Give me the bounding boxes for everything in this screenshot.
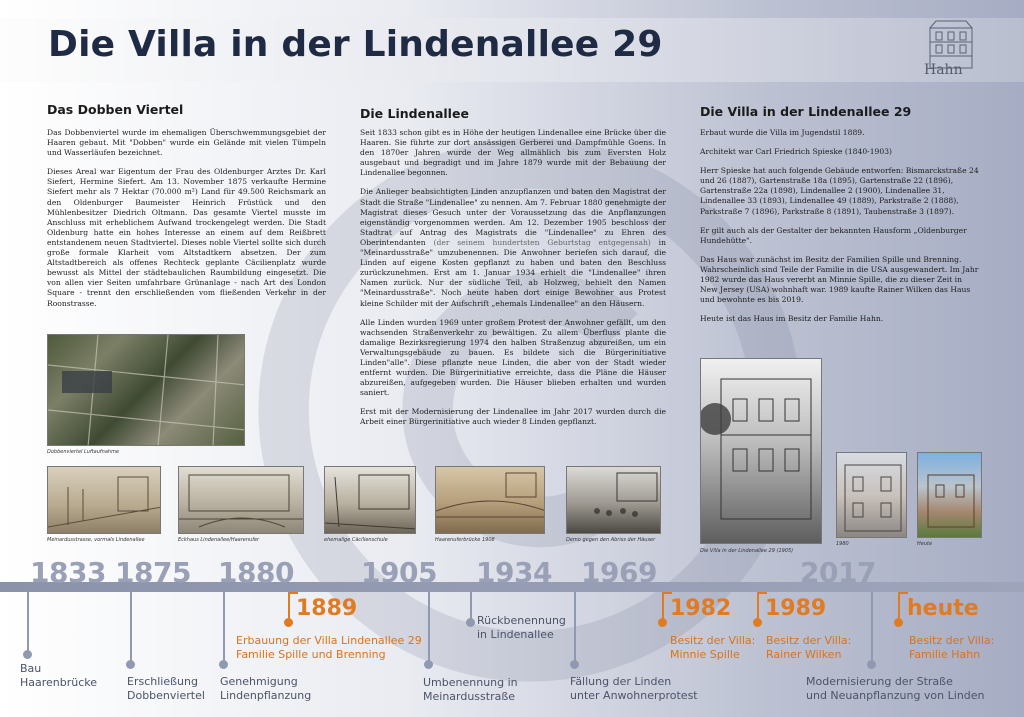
tick-1889 xyxy=(288,592,298,594)
col3-paragraph: Herr Spieske hat auch folgende Gebäude entworfen: Bismarckstraße 24 und 26 (1887), Gartenstraße 18a (1895), Gartenstraße 22 (1896), Gartenstraße 22a (1898), Lindenallee 2 (1900), Lindenallee 31, Lindenallee 33 (1893), Lindenallee 49 (1889), Parkstraße 2 (1888), Parkstraße 7 (1896), Parkstraße 8 (1891), Taubenstraße 3 (1897). xyxy=(700,166,979,216)
event-line: Rückbenennung xyxy=(477,614,566,627)
event-line: Modernisierung der Straße xyxy=(806,675,953,688)
dot-heute xyxy=(894,618,903,627)
event-line: unter Anwohnerprotest xyxy=(570,689,698,703)
col2-text-part: Die Anlieger beabsichtigten Linden anzupflanzen und baten den Magistrat der Stadt die Straße "Lindenallee" zu nennen. Am 7. Februar 1880 genehmigte der Magistrat dieses Gesuch unter der Voraussetzung das die Anpflanzungen eigenständig vorgenommen werden. Am 12. Dezember 1905 beschloss der Stadtrat auf Antrag des Magistrats die "Lindenallee" zu Ehren des Oberintendanten xyxy=(360,187,666,247)
year-1989: 1989 xyxy=(765,596,827,621)
caption-villa-1905: Die Villa in der Lindenallee 29 (1905) xyxy=(700,548,794,554)
col2-paragraph xyxy=(360,187,666,308)
event-line: Besitz der Villa: xyxy=(766,634,852,647)
photo-caecilienschule xyxy=(324,466,416,534)
event-line: Erschließung xyxy=(127,675,198,688)
event-1934 xyxy=(477,614,566,643)
photo-haarenuferbruecke xyxy=(435,466,545,534)
event-1833 xyxy=(20,662,97,691)
event-1982 xyxy=(670,634,755,663)
year-heute: heute xyxy=(907,596,979,621)
dot-1969 xyxy=(570,660,579,669)
event-1889 xyxy=(236,634,422,663)
stem-1833 xyxy=(27,592,29,652)
stem-2017 xyxy=(871,592,873,662)
event-line: Meinardusstraße xyxy=(423,690,516,704)
dot-1889 xyxy=(284,618,293,627)
event-1880 xyxy=(220,675,311,704)
event-line: Bau xyxy=(20,662,42,675)
stem-1969 xyxy=(574,592,576,662)
year-1889: 1889 xyxy=(296,596,358,621)
event-line: Familie Hahn xyxy=(909,648,981,662)
caption-eckhaus: Eckhaus Lindenallee/Haarenufer xyxy=(178,537,260,543)
year-2017: 2017 xyxy=(800,556,876,589)
dot-1833 xyxy=(23,650,32,659)
event-line: Fällung der Linden xyxy=(570,675,672,688)
event-line: Familie Spille und Brenning xyxy=(236,648,386,662)
dot-1880 xyxy=(219,660,228,669)
col2-text-part: in "Meinardusstraße" umzubenennen. Die Anwohner beriefen sich darauf, die Linden auf eigene Kosten gepflanzt zu haben und baten den Beschluss zurückzunehmen. Erst am 1. Januar 1934 erhielt die "Lindenallee" ihren Namen zurück. Nur der südliche Teil, ab Holzweg, behielt den Namen "Meinardusstraße". Noch heute haben dort einige Bewohner aus Protest kleine Schilder mit der Aufschrift „ehemals Lindenallee" an den Häusern. xyxy=(360,237,667,308)
year-1969: 1969 xyxy=(581,556,657,589)
col2-paragraph: Alle Linden wurden 1969 unter großem Protest der Anwohner gefällt, um den wachsenden Straßenverkehr zu bewältigen. Zu allem Überfluss plante die damalige Bezirksregierung 1974 den halben Straßenzug abzureißen, um ein Verwaltungsgebäude zu bauen. Es bildete sich die Bürgerinitiative Linden"alle". Diese pflanzte neue Linden, die aber von der Stadt wieder entfernt wurden. Die Bürgerinitiative erreichte, dass die Pläne die Häuser abzureißen, aufgegeben wurden. Die Häuser blieben erhalten und wurden saniert. xyxy=(360,317,666,398)
event-line: Dobbenviertel xyxy=(127,689,205,703)
col2-aside: (der seinem hundertsten Geburtstag entgegensah) xyxy=(433,237,651,247)
year-1905: 1905 xyxy=(361,556,437,589)
caption-meinardusstrasse: Meinardusstrasse, vormals Lindenallee xyxy=(47,537,145,543)
event-line: Minnie Spille xyxy=(670,648,740,662)
event-line: Erbauung der Villa Lindenallee 29 xyxy=(236,634,422,647)
event-1989 xyxy=(766,634,851,663)
aerial-caption: Dobbenviertel Luftaufnahme xyxy=(47,449,120,455)
year-1982: 1982 xyxy=(670,596,732,621)
col3-paragraph: Erbaut wurde die Villa im Jugendstil 1889. xyxy=(700,128,865,137)
caption-haarenuferbruecke: Haarenuferbrücke 1908 xyxy=(435,537,495,543)
dot-1905 xyxy=(424,660,433,669)
tick-1989 xyxy=(757,592,767,594)
col1-paragraph: Das Dobbenviertel wurde im ehemaligen Überschwemmungsgebiet der Haaren gebaut. Mit "Dobben" wurde ein Gelände mit vielen Tümpeln und Wasserläufen bezeichnet. xyxy=(47,128,326,158)
event-line: Besitz der Villa: xyxy=(670,634,756,647)
col3-paragraph: Er gilt auch als der Gestalter der bekannten Hausform „Oldenburger Hundehütte". xyxy=(700,225,967,245)
event-line: Genehmigung xyxy=(220,675,298,688)
col1-heading: Das Dobben Viertel xyxy=(47,102,184,117)
photo-villa-1905 xyxy=(700,358,822,544)
col3-paragraph: Architekt war Carl Friedrich Spieske (1840-1903) xyxy=(700,147,893,157)
year-1934: 1934 xyxy=(476,556,552,589)
photo-villa-heute xyxy=(917,452,982,538)
stem-1880 xyxy=(223,592,225,662)
col3-heading: Die Villa in der Lindenallee 29 xyxy=(700,104,912,119)
page-title: Die Villa in der Lindenallee 29 xyxy=(48,24,663,65)
photo-meinardusstrasse xyxy=(47,466,161,534)
tick-heute xyxy=(898,592,908,594)
caption-demo: Demo gegen den Abriss der Häuser xyxy=(566,537,656,543)
photo-villa-1980 xyxy=(836,452,907,538)
col2-paragraph: Seit 1833 schon gibt es in Höhe der heutigen Lindenallee eine Brücke über die Haaren. Sie führte zur dort ansässigen Gerberei und Dampfmühle Goens. In den 1870er Jahren wurde der Weg allmählich bis zum Eversten Holz ausgebaut und begradigt und im Jahre 1879 wurde mit der Bebauung der Lindenallee begonnen. xyxy=(360,128,666,178)
dot-1875 xyxy=(126,660,135,669)
photo-eckhaus xyxy=(178,466,304,534)
caption-caecilienschule: ehemalige Cäcilienschule xyxy=(324,537,388,543)
event-line: Lindenpflanzung xyxy=(220,689,312,703)
event-2017 xyxy=(806,675,985,704)
event-line: Haarenbrücke xyxy=(20,676,98,690)
col1-text xyxy=(47,128,326,318)
event-line: Rainer Wilken xyxy=(766,648,842,662)
aerial-photo xyxy=(47,334,245,446)
tick-1982 xyxy=(662,592,672,594)
event-line: und Neuanpflanzung von Linden xyxy=(806,689,985,703)
col2-paragraph: Erst mit der Modernisierung der Lindenallee im Jahr 2017 wurden durch die Arbeit einer Bürgerinitiative auch wieder 8 Linden gepflanzt. xyxy=(360,407,666,427)
event-heute xyxy=(909,634,994,663)
col2-heading: Die Lindenallee xyxy=(360,106,469,121)
col3-text xyxy=(700,128,982,333)
stem-1875 xyxy=(130,592,132,662)
year-1833: 1833 xyxy=(30,556,106,589)
col3-paragraph: Das Haus war zunächst im Besitz der Familien Spille und Brenning. Wahrscheinlich sind Teile der Familie in die USA ausgewandert. Im Jahr 1982 wurde das Haus vererbt an Minnie Spille, die zu dieser Zeit in New Jersey (USA) wohnhaft war. 1989 kaufte Rainer Wilken das Haus und bewohnte es bis 2019. xyxy=(700,254,979,305)
col3-paragraph: Heute ist das Haus im Besitz der Familie Hahn. xyxy=(700,314,884,324)
dot-1982 xyxy=(658,618,667,627)
col1-paragraph: Dieses Areal war Eigentum der Frau des Oldenburger Arztes Dr. Karl Siefert, Hermine Siefert. Am 13. November 1875 verkaufte Hermine Siefert mehr als 7 Hektar (70.000 m²) Land für 49.500 Reichsmark an den Oldenburger Baumeister Heinrich Früstück und den Mühlenbesitzer Diedrich Oltmann. Das gesamte Viertel musste im Anschluss mit erheblichem Aufwand trockengelegt werden. Die Stadt Oldenburg hatte ein hohes Interesse an einem auf dem Reißbrett entstandenem neuen Stadtviertel. Dieses noble Viertel sollte sich durch große formale Klarheit vom Altstadtkern absetzen. Der zum Altstadtbereich als offenes Rechteck geplante Cäcilienplatz wurde bewusst als Mittel der städtebaulichen Raumbildung eingesetzt. Die von allen vier Seiten umfahrbare Grünanlage - nach Art des London Square - trennt den erschließenden vom fließenden Verkehr in der Roonstrasse. xyxy=(47,167,326,308)
dot-2017 xyxy=(867,660,876,669)
event-1905 xyxy=(423,676,518,705)
event-1875 xyxy=(127,675,205,704)
year-1875: 1875 xyxy=(115,556,191,589)
photo-demo xyxy=(566,466,661,534)
event-line: Umbenennung in xyxy=(423,676,518,689)
caption-villa-1980: 1980 xyxy=(836,541,849,547)
logo-text: Hahn xyxy=(924,62,963,78)
stem-1905 xyxy=(428,592,430,662)
dot-1934 xyxy=(466,618,475,627)
caption-villa-heute: Heute xyxy=(917,541,933,547)
stem-1934 xyxy=(470,592,472,620)
event-1969 xyxy=(570,675,698,704)
col2-text xyxy=(360,128,666,437)
event-line: Besitz der Villa: xyxy=(909,634,995,647)
event-line: in Lindenallee xyxy=(477,628,554,642)
year-1880: 1880 xyxy=(218,556,294,589)
dot-1989 xyxy=(753,618,762,627)
